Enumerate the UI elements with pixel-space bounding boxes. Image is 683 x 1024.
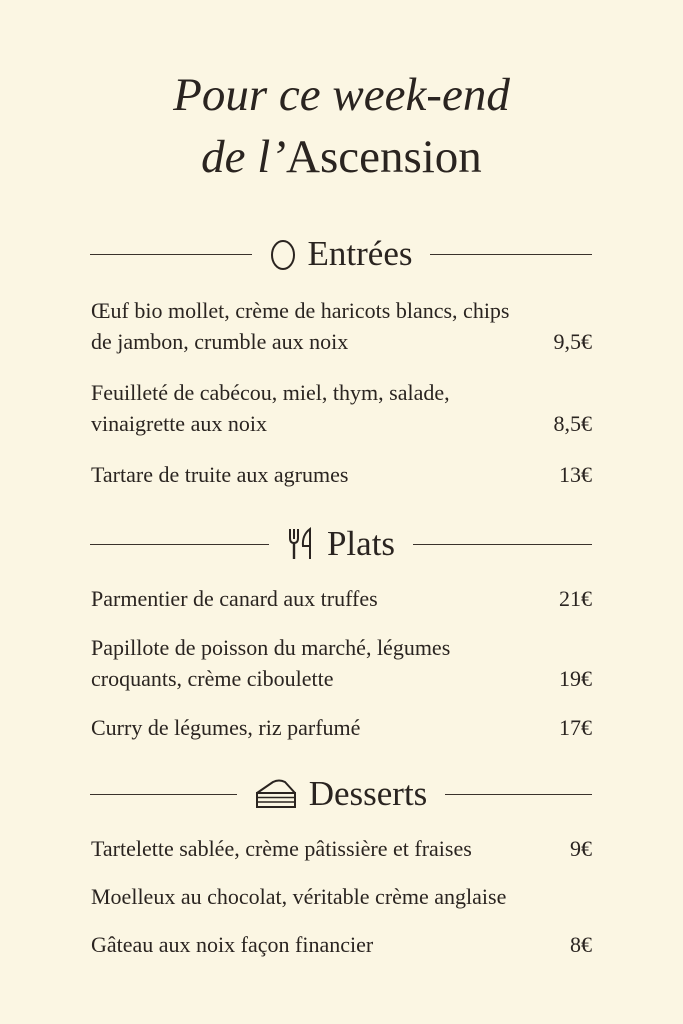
menu-item-name: Tartare de truite aux agrumes xyxy=(91,462,349,487)
menu-item-name: Moelleux au chocolat, véritable crème anglaise xyxy=(91,884,507,909)
section-header-entrees xyxy=(90,234,592,274)
divider-right xyxy=(413,544,592,545)
menu-item-name: Tartelette sablée, crème pâtissière et fraises xyxy=(91,836,472,861)
divider-right xyxy=(430,254,592,255)
menu-item-name: Curry de légumes, riz parfumé xyxy=(91,715,361,740)
divider-right xyxy=(445,794,592,795)
menu-item xyxy=(91,377,592,439)
cake-slice-icon xyxy=(255,779,297,809)
title-line-2-italic: de l’ xyxy=(201,131,286,183)
menu-item-price: 8€ xyxy=(570,932,592,957)
menu-item-price: 8,5€ xyxy=(553,411,592,436)
divider-left xyxy=(90,544,269,545)
title-line-2 xyxy=(0,126,683,188)
menu-item-name: Œuf bio mollet, crème de haricots blancs, chips de jambon, crumble aux noix xyxy=(91,298,510,354)
section-title-desserts: Desserts xyxy=(308,774,428,813)
menu-item-name: Papillote de poisson du marché, légumes croquants, crème ciboulette xyxy=(91,635,451,691)
menu-item xyxy=(91,881,592,912)
menu-item-price: 13€ xyxy=(559,462,592,487)
menu-item-name: Parmentier de canard aux truffes xyxy=(91,586,378,611)
menu-item-price: 21€ xyxy=(559,586,592,611)
title-line-2-rest: Ascension xyxy=(286,131,482,183)
menu-item-price: 9€ xyxy=(570,836,592,861)
menu-item-name: Feuilleté de cabécou, miel, thym, salade, vinaigrette aux noix xyxy=(91,380,450,436)
menu-item xyxy=(91,459,592,490)
menu-item xyxy=(91,833,592,864)
menu-item-price: 9,5€ xyxy=(553,329,592,354)
menu-item xyxy=(91,583,592,614)
menu-item-price: 19€ xyxy=(559,666,592,691)
egg-icon xyxy=(270,237,296,271)
section-header-plats xyxy=(90,524,592,564)
menu-item xyxy=(91,929,592,960)
menu-item xyxy=(91,295,592,357)
section-header-desserts xyxy=(90,774,592,814)
menu-item-name: Gâteau aux noix façon financier xyxy=(91,932,374,957)
menu-item xyxy=(91,632,592,694)
title-line-1: Pour ce week-end xyxy=(173,69,510,121)
section-title-entrees: Entrées xyxy=(307,234,413,273)
divider-left xyxy=(90,254,252,255)
section-title-plats: Plats xyxy=(326,524,396,563)
divider-left xyxy=(90,794,237,795)
menu-item xyxy=(91,712,592,743)
menu-item-price: 17€ xyxy=(559,715,592,740)
fork-knife-icon xyxy=(287,527,315,561)
